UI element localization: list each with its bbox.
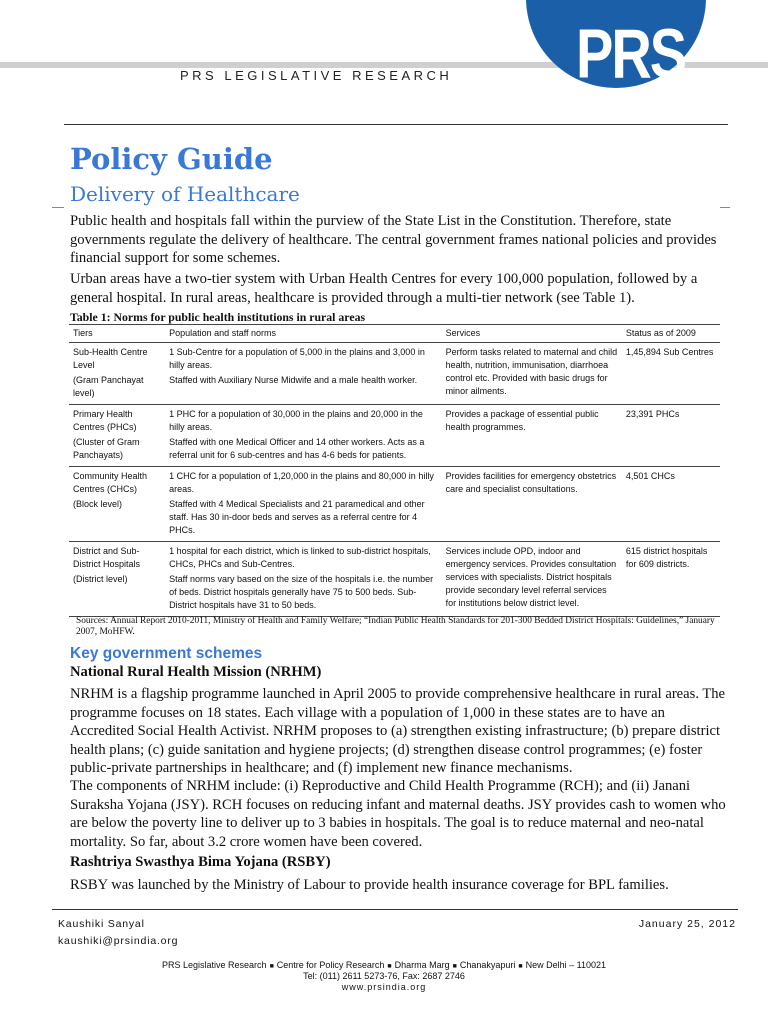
services-cell: Services include OPD, indoor and emergency services. Provides consultation services with specialists. District hospitals provide secondary level referral services for institutions below district level. <box>442 542 622 617</box>
staff-norm: Staffed with 4 Medical Specialists and 21 paramedical and other staff. Has 30 in-door beds and serves as a referral centre for 4 PHCs. <box>169 499 425 535</box>
status-cell: 615 district hospitals for 609 districts. <box>622 542 720 617</box>
table-caption: Table 1: Norms for public health institutions in rural areas <box>70 310 366 324</box>
tier-name: Sub-Health Centre Level <box>73 347 148 370</box>
author-email[interactable]: kaushiki@prsindia.org <box>58 935 179 947</box>
rsby-paragraph: RSBY was launched by the Ministry of Labour to provide health insurance coverage for BPL families. <box>70 877 669 893</box>
column-header: Status as of 2009 <box>622 325 720 343</box>
population-norm: 1 PHC for a population of 30,000 in the plains and 20,000 in the hilly areas. <box>169 409 423 432</box>
tier-level: (District level) <box>73 574 128 584</box>
tier-cell <box>69 467 165 542</box>
address-part: Centre for Policy Research <box>276 960 385 970</box>
tier-level: (Gram Panchayat level) <box>73 375 144 398</box>
tier-cell <box>69 343 165 405</box>
norms-cell <box>165 343 441 405</box>
logo-text: PRS <box>576 13 686 93</box>
table-row <box>69 467 720 542</box>
column-header: Services <box>442 325 622 343</box>
tier-level: (Block level) <box>73 499 123 509</box>
status-cell: 23,391 PHCs <box>622 405 720 467</box>
table-sources: Sources: Annual Report 2010-2011, Ministry of Health and Family Welfare; “Indian Public Health Standards for 201-300 Bedded District Hospitals: Guidelines,” January 2007, MoHFW. <box>76 616 715 637</box>
tier-cell <box>69 405 165 467</box>
norms-cell <box>165 467 441 542</box>
address-part: Dharma Marg <box>394 960 450 970</box>
header-rule <box>64 124 728 125</box>
staff-norm: Staff norms vary based on the size of the hospitals i.e. the number of beds. District hospitals generally have 75 to 500 beds. Sub-District hospitals have 31 to 50 beds. <box>169 574 434 610</box>
population-norm: 1 CHC for a population of 1,20,000 in the plains and 80,000 in hilly areas. <box>169 471 434 494</box>
services-cell: Provides facilities for emergency obstetrics care and specialist consultations. <box>442 467 622 542</box>
page-subtitle: Delivery of Healthcare <box>70 182 300 206</box>
table-row <box>69 542 720 617</box>
population-norm: 1 Sub-Centre for a population of 5,000 in the plains and 3,000 in hilly areas. <box>169 347 425 370</box>
population-norm: 1 hospital for each district, which is linked to sub-district hospitals, CHCs, PHCs and Sub-Centres. <box>169 546 431 569</box>
staff-norm: Staffed with Auxiliary Nurse Midwife and a male health worker. <box>169 375 418 385</box>
website-link[interactable]: www.prsindia.org <box>341 982 427 992</box>
column-header: Tiers <box>69 325 165 343</box>
status-cell: 4,501 CHCs <box>622 467 720 542</box>
table-row <box>69 405 720 467</box>
section-heading: Key government schemes <box>70 645 263 662</box>
tier-level: (Cluster of Gram Panchayats) <box>73 437 140 460</box>
intro-paragraph-1: Public health and hospitals fall within the purview of the State List in the Constitution. Therefore, state governments regulate the delivery of healthcare. The central government frames national policies and provides financial support for some schemes. <box>70 213 717 266</box>
status-cell: 1,45,894 Sub Centres <box>622 343 720 405</box>
address-part: PRS Legislative Research <box>162 960 267 970</box>
page-title: Policy Guide <box>70 142 273 176</box>
services-cell: Provides a package of essential public health programmes. <box>442 405 622 467</box>
address-part: Chanakyapuri <box>459 960 516 970</box>
tier-name: District and Sub-District Hospitals <box>73 546 141 569</box>
column-header: Population and staff norms <box>165 325 441 343</box>
services-cell: Perform tasks related to maternal and child health, nutrition, immunisation, diarrhoea control etc. Provided with basic drugs for minor ailments. <box>442 343 622 405</box>
contact-phone: Tel: (011) 2611 5273-76, Fax: 2687 2746 <box>303 971 465 981</box>
staff-norm: Staffed with one Medical Officer and 14 other workers. Acts as a referral unit for 6 sub-centres and has 4-6 beds for patients. <box>169 437 425 460</box>
author-name: Kaushiki Sanyal <box>58 918 145 930</box>
separator-icon: ■ <box>518 963 523 970</box>
nrhm-paragraph-2: The components of NRHM include: (i) Reproductive and Child Health Programme (RCH); and (ii) Janani Suraksha Yojana (JSY). RCH focuses on reducing infant and maternal deaths. JSY provides cash to women who are below the poverty line to deliver up to 3 babies in hospitals. The goal is to reduce maternal and neo-natal mortality. So far, about 3.2 crore women have been covered. <box>70 778 726 850</box>
tier-name: Community Health Centres (CHCs) <box>73 471 148 494</box>
intro-paragraph-2: Urban areas have a two-tier system with Urban Health Centres for every 100,000 population, followed by a general hospital. In rural areas, healthcare is provided through a multi-tier network (see Table 1). <box>70 271 698 306</box>
norms-table <box>69 324 720 617</box>
table-row <box>69 343 720 405</box>
prs-logo <box>496 0 708 98</box>
nrhm-paragraph-1: NRHM is a flagship programme launched in April 2005 to provide comprehensive healthcare in rural areas. The programme focuses on 18 states. Each village with a population of 1,000 in these states are to have an Accredited Social Health Activist. NRHM proposes to (a) strengthen existing infrastructure; (b) prepare district health plans; (c) guide sanitation and hygiene projects; (d) strengthen disease control programmes; (e) foster public-private partnerships in healthcare; and (f) implement new finance mechanisms. <box>70 686 726 776</box>
rsby-heading: Rashtriya Swasthya Bima Yojana (RSBY) <box>70 854 331 870</box>
divider-left <box>52 207 64 208</box>
org-name: PRS LEGISLATIVE RESEARCH <box>180 68 453 83</box>
footer-rule <box>52 909 738 910</box>
norms-cell <box>165 542 441 617</box>
table-header-row <box>69 325 720 343</box>
tier-cell <box>69 542 165 617</box>
norms-cell <box>165 405 441 467</box>
divider-right <box>720 207 730 208</box>
address-part: New Delhi – 110021 <box>525 960 606 970</box>
separator-icon: ■ <box>452 963 457 970</box>
separator-icon: ■ <box>387 963 392 970</box>
nrhm-heading: National Rural Health Mission (NRHM) <box>70 664 322 680</box>
publication-date: January 25, 2012 <box>638 918 736 930</box>
separator-icon: ■ <box>269 963 274 970</box>
tier-name: Primary Health Centres (PHCs) <box>73 409 137 432</box>
